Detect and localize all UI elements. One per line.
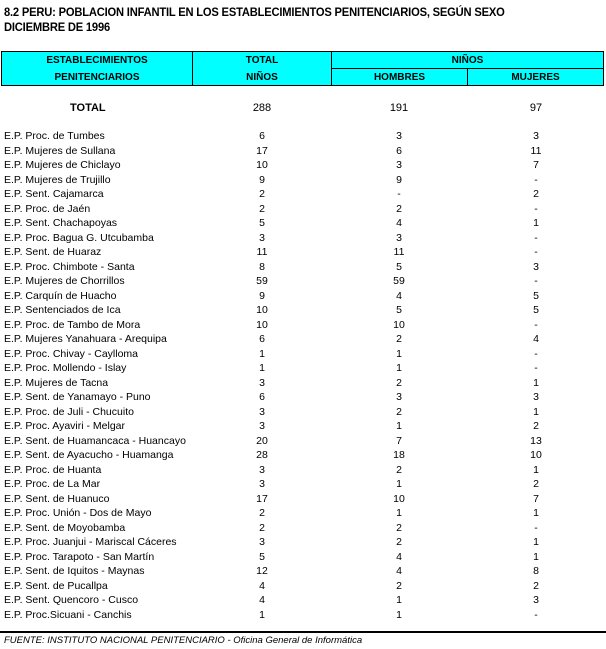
hombres-cell: 5: [396, 260, 402, 273]
table-row: [0, 130, 606, 144]
total-ninos-cell: 10: [256, 159, 268, 171]
establishment-name: E.P. Proc. Ayaviri - Melgar: [4, 420, 125, 432]
total-ninos-cell: 3: [259, 376, 265, 389]
total-ninos-cell: 6: [259, 333, 265, 345]
hombres-cell: 2: [396, 405, 402, 418]
establishment-name: E.P. Proc. Chimbote - Santa: [4, 260, 135, 273]
total-ninos-value: 288: [252, 102, 272, 114]
mujeres-cell: 5: [533, 304, 539, 316]
establishment-name: E.P. Mujeres de Sullana: [4, 144, 116, 157]
establishment-name: E.P. Sent. de Pucallpa: [4, 579, 108, 592]
total-ninos-cell: 3: [259, 536, 265, 548]
table-row: [0, 188, 606, 202]
total-ninos-cell: 9: [259, 289, 265, 302]
footer-rule: [0, 631, 606, 633]
hombres-cell: 7: [396, 434, 402, 447]
table-row: [0, 565, 606, 579]
table-row: [0, 261, 606, 275]
table-row: [0, 522, 606, 536]
hombres-cell: 4: [396, 217, 402, 229]
table-row: [0, 594, 606, 608]
hombres-cell: 1: [396, 420, 402, 432]
mujeres-cell: 10: [530, 449, 542, 461]
hombres-cell: 18: [393, 449, 405, 461]
header-penitenciarios: PENITENCIARIOS: [54, 72, 140, 83]
establishment-name: E.P. Mujeres de Chiclayo: [4, 159, 121, 171]
establishment-name: E.P. Sent. Quencoro - Cusco: [4, 594, 139, 606]
table-row: [0, 507, 606, 521]
table-row: [0, 536, 606, 550]
mujeres-cell: -: [534, 362, 538, 374]
mujeres-cell: 1: [533, 376, 539, 389]
header-establecimientos: ESTABLECIMIENTOS: [46, 55, 148, 66]
mujeres-cell: 13: [530, 434, 542, 447]
mujeres-cell: 1: [533, 463, 539, 476]
establishment-name: E.P. Sent. de Moyobamba: [4, 521, 126, 534]
establishment-name: E.P. Proc. de Juli - Chucuito: [4, 405, 134, 418]
mujeres-cell: 2: [533, 420, 539, 432]
total-ninos-cell: 3: [259, 231, 265, 244]
hombres-cell: 3: [396, 159, 402, 171]
table-row: [0, 159, 606, 173]
total-ninos-cell: 28: [256, 449, 268, 461]
total-ninos-cell: 20: [256, 434, 268, 447]
establishment-name: E.P. Proc.Sicuani - Canchis: [4, 608, 132, 621]
table-row: [0, 420, 606, 434]
mujeres-cell: 1: [533, 550, 539, 563]
total-ninos-cell: 5: [259, 550, 265, 563]
mujeres-cell: 7: [533, 492, 539, 505]
mujeres-cell: 3: [533, 391, 539, 403]
table-row: [0, 362, 606, 376]
hombres-cell: 2: [396, 521, 402, 534]
total-hombres-value: 191: [389, 102, 409, 114]
establishment-name: E.P. Carquín de Huacho: [4, 289, 117, 302]
establishment-name: E.P. Sent. de Huaraz: [4, 246, 102, 258]
establishment-name: E.P. Proc. Chivay - Caylloma: [4, 347, 139, 360]
hombres-cell: 3: [396, 130, 402, 142]
establishment-name: E.P. Sent. de Huamancaca - Huancayo: [4, 434, 186, 447]
total-ninos-cell: 11: [256, 246, 268, 258]
table-row: [0, 290, 606, 304]
establishment-name: E.P. Proc. de Tambo de Mora: [4, 318, 141, 331]
mujeres-cell: 8: [533, 565, 539, 577]
total-ninos-cell: 59: [256, 275, 268, 287]
hombres-cell: 1: [396, 478, 402, 490]
total-ninos-cell: 3: [259, 405, 265, 418]
table-row: [0, 435, 606, 449]
total-ninos-cell: 5: [259, 217, 265, 229]
hombres-cell: 2: [396, 463, 402, 476]
table-row: [0, 377, 606, 391]
establishment-name: E.P. Sent. Chachapoyas: [4, 217, 118, 229]
header-hombres: HOMBRES: [373, 72, 426, 83]
total-mujeres-value: 97: [529, 102, 543, 114]
hombres-cell: 10: [393, 492, 405, 505]
mujeres-cell: 7: [533, 159, 539, 171]
establishment-name: E.P. Proc. Mollendo - Islay: [4, 362, 127, 374]
total-ninos-cell: 2: [259, 507, 265, 519]
total-ninos-cell: 17: [256, 144, 268, 157]
hombres-cell: 4: [396, 550, 402, 563]
total-ninos-cell: 1: [259, 608, 265, 621]
establishment-name: E.P. Proc. de La Mar: [4, 478, 101, 490]
total-ninos-cell: 17: [256, 492, 268, 505]
mujeres-cell: -: [534, 608, 538, 621]
total-ninos-cell: 10: [256, 304, 268, 316]
hombres-cell: 10: [393, 318, 405, 331]
mujeres-cell: 3: [533, 260, 539, 273]
mujeres-cell: 2: [533, 579, 539, 592]
mujeres-cell: -: [534, 318, 538, 331]
total-ninos-cell: 2: [259, 202, 265, 215]
table-row: [0, 391, 606, 405]
table-row: [0, 478, 606, 492]
mujeres-cell: -: [534, 275, 538, 287]
establishment-name: E.P. Mujeres de Tacna: [4, 376, 109, 389]
hombres-cell: 2: [396, 376, 402, 389]
total-ninos-cell: 3: [259, 420, 265, 432]
header-divider: [331, 68, 603, 69]
hombres-cell: 1: [396, 594, 402, 606]
mujeres-cell: 1: [533, 536, 539, 548]
table-row: [0, 493, 606, 507]
table-row: [0, 304, 606, 318]
table-row: [0, 348, 606, 362]
hombres-cell: 11: [393, 246, 405, 258]
table-row: [0, 551, 606, 565]
hombres-cell: 9: [396, 173, 402, 186]
establishment-name: E.P. Mujeres de Chorrillos: [4, 275, 125, 287]
table-header: [1, 51, 604, 86]
hombres-cell: 59: [393, 275, 405, 287]
mujeres-cell: 5: [533, 289, 539, 302]
mujeres-cell: -: [534, 202, 538, 215]
establishment-name: E.P. Sent. de Huanuco: [4, 492, 110, 505]
table-row: [0, 319, 606, 333]
hombres-cell: 4: [396, 289, 402, 302]
establishment-name: E.P. Proc. Unión - Dos de Mayo: [4, 507, 152, 519]
table-row: [0, 246, 606, 260]
mujeres-cell: -: [534, 347, 538, 360]
table-row: [0, 449, 606, 463]
establishment-name: E.P. Sent. Cajamarca: [4, 188, 104, 200]
total-ninos-cell: 2: [259, 521, 265, 534]
hombres-cell: 6: [396, 144, 402, 157]
total-ninos-cell: 1: [259, 347, 265, 360]
total-ninos-cell: 3: [259, 478, 265, 490]
hombres-cell: 2: [396, 333, 402, 345]
hombres-cell: 3: [396, 391, 402, 403]
hombres-cell: 1: [396, 608, 402, 621]
hombres-cell: 3: [396, 231, 402, 244]
table-row: [0, 333, 606, 347]
mujeres-cell: -: [534, 521, 538, 534]
establishment-name: E.P. Proc. Tarapoto - San Martín: [4, 550, 155, 563]
mujeres-cell: 3: [533, 594, 539, 606]
mujeres-cell: -: [534, 246, 538, 258]
table-row: [0, 464, 606, 478]
header-total: TOTAL: [245, 55, 279, 66]
table-title: 8.2 PERU: POBLACION INFANTIL EN LOS ESTABLECIMIENTOS PENITENCIARIOS, SEGÚN SEXO: [4, 5, 505, 19]
total-row: [0, 102, 606, 116]
establishment-name: E.P. Sent. de Iquitos - Maynas: [4, 565, 145, 577]
mujeres-cell: 3: [533, 130, 539, 142]
establishment-name: E.P. Sentenciados de Ica: [4, 304, 121, 316]
header-mujeres: MUJERES: [511, 72, 560, 83]
total-ninos-cell: 2: [259, 188, 265, 200]
mujeres-cell: -: [534, 173, 538, 186]
header-total-ninos: NIÑOS: [246, 72, 278, 83]
hombres-cell: 2: [396, 202, 402, 215]
table-row: [0, 217, 606, 231]
total-ninos-cell: 9: [259, 173, 265, 186]
total-ninos-cell: 10: [256, 318, 268, 331]
source-note: FUENTE: INSTITUTO NACIONAL PENITENCIARIO - Oficina General de Informática: [4, 635, 363, 646]
mujeres-cell: 2: [533, 188, 539, 200]
header-ninos-group: NIÑOS: [451, 55, 484, 66]
mujeres-cell: 11: [530, 144, 542, 157]
hombres-cell: 1: [396, 347, 402, 360]
total-ninos-cell: 12: [256, 565, 268, 577]
total-ninos-cell: 6: [259, 130, 265, 142]
hombres-cell: 5: [396, 304, 402, 316]
mujeres-cell: 1: [533, 405, 539, 418]
mujeres-cell: 1: [533, 217, 539, 229]
table-row: [0, 145, 606, 159]
establishment-name: E.P. Sent. de Yanamayo - Puno: [4, 391, 151, 403]
hombres-cell: 1: [396, 507, 402, 519]
establishment-name: E.P. Proc. de Tumbes: [4, 130, 105, 142]
hombres-cell: 4: [396, 565, 402, 577]
hombres-cell: 2: [396, 579, 402, 592]
table-row: [0, 203, 606, 217]
mujeres-cell: 2: [533, 478, 539, 490]
total-ninos-cell: 4: [259, 594, 265, 606]
mujeres-cell: 4: [533, 333, 539, 345]
hombres-cell: 2: [396, 536, 402, 548]
table-row: [0, 406, 606, 420]
table-row: [0, 609, 606, 623]
mujeres-cell: 1: [533, 507, 539, 519]
total-label: TOTAL: [70, 102, 106, 114]
total-ninos-cell: 3: [259, 463, 265, 476]
establishment-name: E.P. Proc. Juanjui - Mariscal Cáceres: [4, 536, 177, 548]
hombres-cell: -: [397, 188, 401, 200]
establishment-name: E.P. Proc. de Huanta: [4, 463, 102, 476]
table-subtitle-date: DICIEMBRE DE 1996: [4, 20, 111, 34]
table-row: [0, 174, 606, 188]
establishment-name: E.P. Mujeres de Trujillo: [4, 173, 111, 186]
table-row: [0, 232, 606, 246]
establishment-name: E.P. Sent. de Ayacucho - Huamanga: [4, 449, 174, 461]
table-row: [0, 275, 606, 289]
total-ninos-cell: 4: [259, 579, 265, 592]
total-ninos-cell: 1: [259, 362, 265, 374]
establishment-name: E.P. Mujeres Yanahuara - Arequipa: [4, 333, 167, 345]
total-ninos-cell: 8: [259, 260, 265, 273]
establishment-name: E.P. Proc. de Jaén: [4, 202, 91, 215]
mujeres-cell: -: [534, 231, 538, 244]
table-row: [0, 580, 606, 594]
establishment-name: E.P. Proc. Bagua G. Utcubamba: [4, 231, 154, 244]
total-ninos-cell: 6: [259, 391, 265, 403]
hombres-cell: 1: [396, 362, 402, 374]
